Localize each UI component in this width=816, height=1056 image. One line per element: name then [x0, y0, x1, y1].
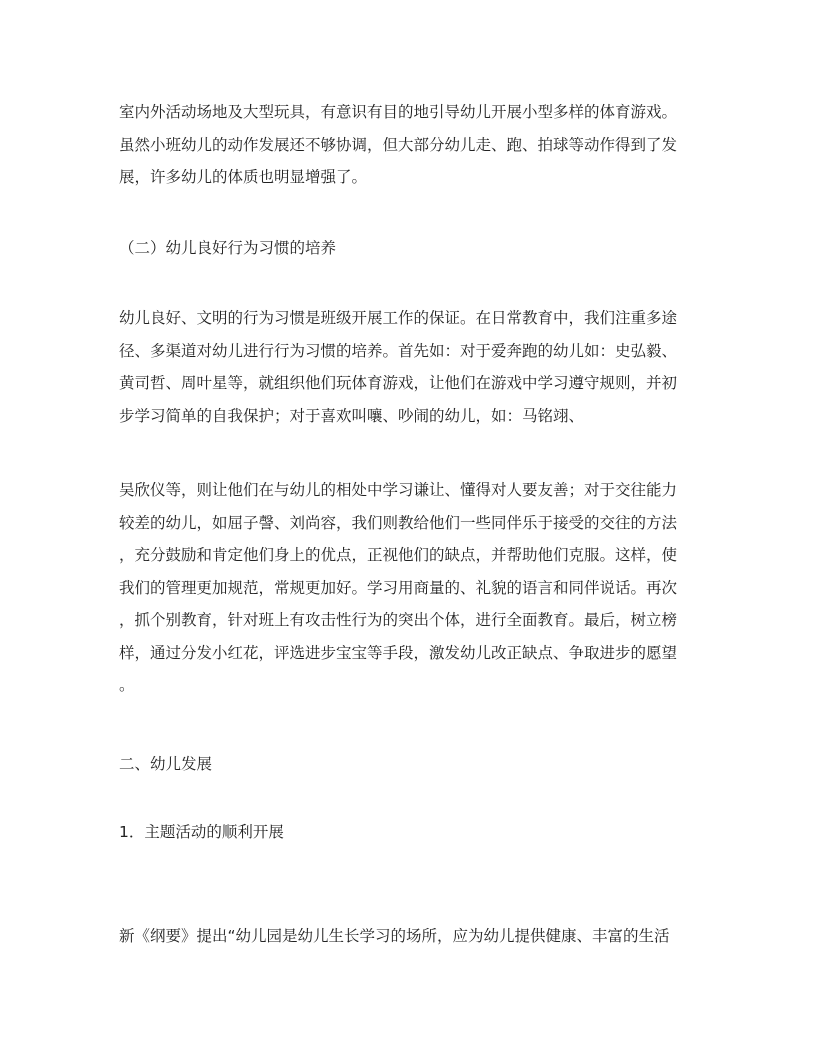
text-line: 室内外活动场地及大型玩具，有意识有目的地引导幼儿开展小型多样的体育游戏。 [119, 103, 678, 121]
text-line: 我们的管理更加规范，常规更加好。学习用商量的、礼貌的语言和同伴说话。再次 [119, 578, 678, 597]
text-line: 黄司哲、周叶星等，就组织他们玩体育游戏，让他们在游戏中学习遵守规则，并初 [119, 374, 678, 392]
text-line: 。 [119, 676, 135, 694]
text-line: 幼儿良好、文明的行为习惯是班级开展工作的保证。在日常教育中，我们注重多途 [119, 309, 678, 327]
section-heading-behavior-habits: （二）幼儿良好行为习惯的培养 [119, 239, 337, 257]
text-line: 径、多渠道对幼儿进行行为习惯的培养。首先如：对于爱奔跑的幼儿如：史弘毅、 [119, 341, 678, 360]
paragraph-behavior-habits [119, 302, 699, 432]
paragraph-activity-venue [119, 96, 699, 194]
text-line: ，充分鼓励和肯定他们身上的优点，正视他们的缺点，并帮助他们克服。这样，使 [119, 546, 678, 564]
text-line: 样，通过分发小红花，评选进步宝宝等手段，激发幼儿改正缺点、争取进步的愿望 [119, 643, 678, 662]
paragraph-outline-requirements [119, 920, 699, 953]
text-line: 吴欣仪等，则让他们在与幼儿的相处中学习谦让、懂得对人要友善；对于交往能力 [119, 481, 678, 499]
text-line: ，抓个别教育，针对班上有攻击性行为的突出个体，进行全面教育。最后，树立榜 [119, 611, 678, 629]
text-line: 虽然小班幼儿的动作发展还不够协调，但大部分幼儿走、跑、拍球等动作得到了发 [119, 135, 678, 154]
paragraph-individual-education [119, 474, 699, 702]
text-line: 新《纲要》提出“幼儿园是幼儿生长学习的场所，应为幼儿提供健康、丰富的生活 [119, 927, 670, 945]
text-line: 较差的幼儿，如屈子謦、刘尚容，我们则教给他们一些同伴乐于接受的交往的方法 [119, 513, 678, 532]
subsection-heading-theme-activities: 1．主题活动的顺利开展 [119, 823, 284, 841]
text-line: 展，许多幼儿的体质也明显增强了。 [119, 168, 368, 186]
section-heading-child-development: 二、幼儿发展 [119, 755, 213, 773]
text-line: 步学习简单的自我保护；对于喜欢叫嚷、吵闹的幼儿，如：马铭翊、 [119, 406, 585, 425]
